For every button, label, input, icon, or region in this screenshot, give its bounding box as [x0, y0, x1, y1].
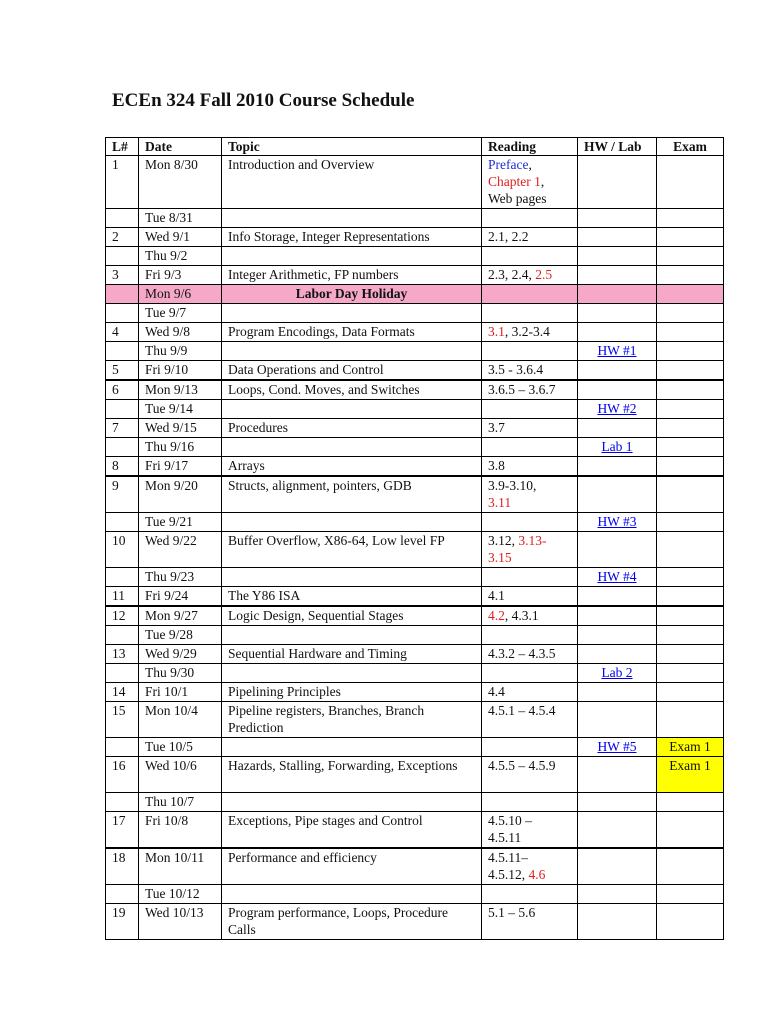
- schedule-row: [106, 438, 724, 457]
- schedule-row: [106, 156, 724, 209]
- exam-cell: [657, 848, 724, 885]
- reading-cell: [482, 156, 578, 209]
- lecture-number-cell: [106, 738, 139, 757]
- reading-text: 2.1, 2.2: [488, 229, 529, 244]
- schedule-row: [106, 606, 724, 626]
- schedule-row: [106, 304, 724, 323]
- header-exam: Exam: [657, 138, 724, 156]
- schedule-row: [106, 209, 724, 228]
- topic-cell: [222, 513, 482, 532]
- hw-lab-link[interactable]: Lab 1: [601, 439, 633, 454]
- lecture-number-cell: 1: [106, 156, 139, 209]
- lecture-number-cell: 6: [106, 380, 139, 400]
- exam-cell: [657, 438, 724, 457]
- exam-cell: [657, 419, 724, 438]
- exam-cell: [657, 606, 724, 626]
- exam-cell: [657, 285, 724, 304]
- hw-lab-cell: [578, 532, 657, 568]
- reading-cell: [482, 645, 578, 664]
- topic-cell: Program performance, Loops, Procedure Calls: [222, 904, 482, 940]
- topic-cell: Labor Day Holiday: [222, 285, 482, 304]
- date-cell: Tue 10/12: [139, 885, 222, 904]
- hw-lab-link[interactable]: HW #2: [597, 401, 637, 416]
- hw-lab-cell: [578, 156, 657, 209]
- lecture-number-cell: [106, 304, 139, 323]
- lecture-number-cell: 13: [106, 645, 139, 664]
- reading-text: 3.9-3.10,: [488, 478, 537, 493]
- reading-text: 2.3, 2.4,: [488, 267, 536, 282]
- lecture-number-cell: [106, 438, 139, 457]
- hw-lab-cell: [578, 757, 657, 793]
- exam-cell: [657, 793, 724, 812]
- lecture-number-cell: 10: [106, 532, 139, 568]
- hw-lab-cell: [578, 476, 657, 513]
- date-cell: Tue 9/21: [139, 513, 222, 532]
- hw-lab-cell: [578, 702, 657, 738]
- reading-cell: [482, 885, 578, 904]
- date-cell: Tue 9/14: [139, 400, 222, 419]
- schedule-body: [106, 156, 724, 940]
- schedule-row: [106, 587, 724, 607]
- topic-cell: Hazards, Stalling, Forwarding, Exceptions: [222, 757, 482, 793]
- reading-text: ,: [540, 174, 545, 189]
- date-cell: Mon 8/30: [139, 156, 222, 209]
- reading-cell: [482, 793, 578, 812]
- hw-lab-cell: [578, 626, 657, 645]
- schedule-row: [106, 848, 724, 885]
- header-topic: Topic: [222, 138, 482, 156]
- lecture-number-cell: 11: [106, 587, 139, 607]
- exam-cell: [657, 323, 724, 342]
- exam-cell: [657, 904, 724, 940]
- topic-cell: Pipeline registers, Branches, Branch Prediction: [222, 702, 482, 738]
- topic-cell: Pipelining Principles: [222, 683, 482, 702]
- date-cell: Mon 9/20: [139, 476, 222, 513]
- holiday-row: [106, 285, 724, 304]
- exam-cell: [657, 342, 724, 361]
- date-cell: Thu 9/30: [139, 664, 222, 683]
- exam-cell: [657, 476, 724, 513]
- reading-cell: [482, 285, 578, 304]
- exam-cell: [657, 361, 724, 381]
- reading-text: Preface: [488, 157, 529, 172]
- topic-cell: [222, 247, 482, 266]
- reading-text: 3.6.5 – 3.6.7: [488, 382, 556, 397]
- hw-lab-cell: [578, 848, 657, 885]
- date-cell: Fri 9/3: [139, 266, 222, 285]
- reading-cell: [482, 380, 578, 400]
- hw-lab-cell: [578, 266, 657, 285]
- reading-cell: [482, 342, 578, 361]
- reading-text: ,: [528, 157, 532, 172]
- reading-cell: [482, 419, 578, 438]
- hw-lab-cell: [578, 812, 657, 849]
- topic-cell: Introduction and Overview: [222, 156, 482, 209]
- reading-text: 4.5.12,: [488, 867, 529, 882]
- reading-cell: [482, 904, 578, 940]
- exam-cell: Exam 1: [657, 757, 724, 793]
- date-cell: Fri 9/24: [139, 587, 222, 607]
- schedule-row: [106, 266, 724, 285]
- schedule-row: [106, 738, 724, 757]
- reading-cell: [482, 812, 578, 849]
- hw-lab-cell: [578, 323, 657, 342]
- topic-cell: [222, 738, 482, 757]
- lecture-number-cell: 3: [106, 266, 139, 285]
- topic-cell: Program Encodings, Data Formats: [222, 323, 482, 342]
- exam-cell: [657, 400, 724, 419]
- date-cell: Tue 8/31: [139, 209, 222, 228]
- lecture-number-cell: [106, 664, 139, 683]
- date-cell: Mon 10/4: [139, 702, 222, 738]
- lecture-number-cell: [106, 285, 139, 304]
- exam-cell: [657, 568, 724, 587]
- reading-cell: [482, 606, 578, 626]
- topic-cell: Data Operations and Control: [222, 361, 482, 381]
- topic-cell: Arrays: [222, 457, 482, 477]
- topic-cell: Loops, Cond. Moves, and Switches: [222, 380, 482, 400]
- reading-text: 3.12,: [488, 533, 519, 548]
- reading-cell: [482, 738, 578, 757]
- topic-cell: [222, 400, 482, 419]
- reading-text: 5.1 – 5.6: [488, 905, 536, 920]
- schedule-row: [106, 228, 724, 247]
- hw-lab-link[interactable]: HW #5: [597, 739, 637, 754]
- hw-lab-cell: [578, 587, 657, 607]
- lecture-number-cell: 4: [106, 323, 139, 342]
- lecture-number-cell: 12: [106, 606, 139, 626]
- hw-lab-cell: [578, 606, 657, 626]
- page-title: ECEn 324 Fall 2010 Course Schedule: [112, 90, 415, 111]
- date-cell: Wed 9/22: [139, 532, 222, 568]
- lecture-number-cell: [106, 342, 139, 361]
- exam-cell: [657, 266, 724, 285]
- topic-cell: The Y86 ISA: [222, 587, 482, 607]
- reading-text: Web pages: [488, 191, 547, 206]
- reading-cell: [482, 532, 578, 568]
- topic-cell: [222, 626, 482, 645]
- topic-cell: Procedures: [222, 419, 482, 438]
- reading-text: 3.15: [488, 550, 512, 565]
- topic-cell: Sequential Hardware and Timing: [222, 645, 482, 664]
- exam-cell: [657, 247, 724, 266]
- exam-cell: [657, 587, 724, 607]
- reading-text: 3.1: [488, 324, 505, 339]
- reading-cell: [482, 626, 578, 645]
- hw-lab-cell: [578, 304, 657, 323]
- reading-text: 4.5.11–: [488, 850, 528, 865]
- reading-text: 4.5.1 – 4.5.4: [488, 703, 556, 718]
- schedule-row: [106, 361, 724, 381]
- lecture-number-cell: 18: [106, 848, 139, 885]
- reading-text: 3.5 - 3.6.4: [488, 362, 544, 377]
- date-cell: Thu 10/7: [139, 793, 222, 812]
- date-cell: Wed 9/8: [139, 323, 222, 342]
- exam-cell: [657, 209, 724, 228]
- topic-cell: Structs, alignment, pointers, GDB: [222, 476, 482, 513]
- reading-cell: [482, 757, 578, 793]
- exam-cell: [657, 304, 724, 323]
- reading-cell: [482, 476, 578, 513]
- hw-lab-cell: [578, 285, 657, 304]
- hw-lab-cell: [578, 419, 657, 438]
- hw-lab-cell: [578, 645, 657, 664]
- lecture-number-cell: 9: [106, 476, 139, 513]
- schedule-row: [106, 885, 724, 904]
- exam-cell: [657, 532, 724, 568]
- schedule-row: [106, 664, 724, 683]
- lecture-number-cell: 2: [106, 228, 139, 247]
- schedule-row: [106, 793, 724, 812]
- topic-cell: Info Storage, Integer Representations: [222, 228, 482, 247]
- hw-lab-link[interactable]: Lab 2: [601, 665, 633, 680]
- exam-cell: [657, 702, 724, 738]
- schedule-row: [106, 342, 724, 361]
- date-cell: Wed 10/13: [139, 904, 222, 940]
- lecture-number-cell: [106, 885, 139, 904]
- reading-text: 4.6: [528, 867, 546, 882]
- exam-cell: [657, 885, 724, 904]
- reading-cell: [482, 457, 578, 477]
- reading-cell: [482, 266, 578, 285]
- topic-cell: [222, 793, 482, 812]
- reading-text: 4.5.5 – 4.5.9: [488, 758, 556, 773]
- topic-cell: [222, 342, 482, 361]
- schedule-row: [106, 904, 724, 940]
- hw-lab-cell: [578, 361, 657, 381]
- schedule-row: [106, 419, 724, 438]
- schedule-row: [106, 476, 724, 513]
- date-cell: Fri 9/10: [139, 361, 222, 381]
- topic-cell: Logic Design, Sequential Stages: [222, 606, 482, 626]
- topic-cell: Integer Arithmetic, FP numbers: [222, 266, 482, 285]
- reading-text: 4.3.2 – 4.3.5: [488, 646, 556, 661]
- date-cell: Fri 10/1: [139, 683, 222, 702]
- exam-cell: [657, 626, 724, 645]
- reading-text: 4.2: [488, 608, 505, 623]
- schedule-row: [106, 812, 724, 849]
- date-cell: Wed 9/29: [139, 645, 222, 664]
- hw-lab-cell: [578, 380, 657, 400]
- lecture-number-cell: 16: [106, 757, 139, 793]
- date-cell: Tue 9/28: [139, 626, 222, 645]
- lecture-number-cell: 19: [106, 904, 139, 940]
- lecture-number-cell: [106, 209, 139, 228]
- date-cell: Fri 10/8: [139, 812, 222, 849]
- exam-cell: [657, 380, 724, 400]
- exam-cell: [657, 513, 724, 532]
- reading-text: 2.5: [535, 267, 553, 282]
- date-cell: Mon 9/13: [139, 380, 222, 400]
- date-cell: Wed 10/6: [139, 757, 222, 793]
- reading-text: 4.5.10 –: [488, 813, 532, 828]
- reading-cell: [482, 438, 578, 457]
- date-cell: Thu 9/16: [139, 438, 222, 457]
- reading-text: 3.11: [488, 495, 512, 510]
- topic-cell: [222, 438, 482, 457]
- date-cell: Mon 9/27: [139, 606, 222, 626]
- header-reading: Reading: [482, 138, 578, 156]
- reading-text: 3.13-: [518, 533, 547, 548]
- schedule-row: [106, 757, 724, 793]
- header-lecture-number: L#: [106, 138, 139, 156]
- date-cell: Fri 9/17: [139, 457, 222, 477]
- schedule-row: [106, 323, 724, 342]
- lecture-number-cell: [106, 513, 139, 532]
- reading-text: 4.4: [488, 684, 505, 699]
- exam-cell: [657, 228, 724, 247]
- schedule-row: [106, 513, 724, 532]
- hw-lab-link[interactable]: HW #3: [597, 514, 637, 529]
- course-schedule-table: [105, 137, 724, 940]
- hw-lab-cell: [578, 885, 657, 904]
- lecture-number-cell: 17: [106, 812, 139, 849]
- exam-cell: [657, 812, 724, 849]
- date-cell: Mon 9/6: [139, 285, 222, 304]
- lecture-number-cell: 8: [106, 457, 139, 477]
- topic-cell: [222, 209, 482, 228]
- reading-cell: [482, 304, 578, 323]
- reading-cell: [482, 587, 578, 607]
- date-cell: Mon 10/11: [139, 848, 222, 885]
- reading-text: 3.7: [488, 420, 505, 435]
- schedule-row: [106, 532, 724, 568]
- reading-text: Chapter 1: [488, 174, 541, 189]
- lecture-number-cell: [106, 626, 139, 645]
- topic-cell: [222, 664, 482, 683]
- hw-lab-link[interactable]: HW #1: [597, 343, 637, 358]
- reading-text: 3.8: [488, 458, 505, 473]
- date-cell: Thu 9/9: [139, 342, 222, 361]
- schedule-row: [106, 568, 724, 587]
- date-cell: Wed 9/1: [139, 228, 222, 247]
- reading-text: , 4.3.1: [504, 608, 539, 623]
- schedule-row: [106, 645, 724, 664]
- exam-cell: [657, 457, 724, 477]
- hw-lab-cell: [578, 247, 657, 266]
- schedule-row: [106, 380, 724, 400]
- reading-cell: [482, 228, 578, 247]
- exam-cell: [657, 156, 724, 209]
- reading-cell: [482, 361, 578, 381]
- reading-cell: [482, 323, 578, 342]
- schedule-row: [106, 626, 724, 645]
- header-row: [106, 138, 724, 156]
- hw-lab-cell: [578, 400, 657, 419]
- date-cell: Tue 9/7: [139, 304, 222, 323]
- schedule-row: [106, 400, 724, 419]
- date-cell: Tue 10/5: [139, 738, 222, 757]
- reading-text: , 3.2-3.4: [504, 324, 550, 339]
- schedule-row: [106, 457, 724, 477]
- hw-lab-cell: [578, 457, 657, 477]
- topic-cell: Exceptions, Pipe stages and Control: [222, 812, 482, 849]
- reading-text: 4.1: [488, 588, 505, 603]
- hw-lab-cell: [578, 664, 657, 683]
- date-cell: Wed 9/15: [139, 419, 222, 438]
- topic-cell: Performance and efficiency: [222, 848, 482, 885]
- exam-cell: [657, 645, 724, 664]
- lecture-number-cell: 5: [106, 361, 139, 381]
- exam-cell: [657, 683, 724, 702]
- hw-lab-cell: [578, 342, 657, 361]
- hw-lab-cell: [578, 209, 657, 228]
- hw-lab-cell: [578, 568, 657, 587]
- hw-lab-cell: [578, 793, 657, 812]
- schedule-row: [106, 702, 724, 738]
- hw-lab-cell: [578, 513, 657, 532]
- reading-cell: [482, 209, 578, 228]
- hw-lab-link[interactable]: HW #4: [597, 569, 637, 584]
- hw-lab-cell: [578, 438, 657, 457]
- reading-cell: [482, 513, 578, 532]
- topic-cell: Buffer Overflow, X86-64, Low level FP: [222, 532, 482, 568]
- reading-cell: [482, 400, 578, 419]
- header-date: Date: [139, 138, 222, 156]
- lecture-number-cell: [106, 568, 139, 587]
- topic-cell: [222, 568, 482, 587]
- lecture-number-cell: [106, 247, 139, 266]
- header-hw-lab: HW / Lab: [578, 138, 657, 156]
- hw-lab-cell: [578, 904, 657, 940]
- lecture-number-cell: 7: [106, 419, 139, 438]
- lecture-number-cell: [106, 793, 139, 812]
- reading-cell: [482, 664, 578, 683]
- date-cell: Thu 9/23: [139, 568, 222, 587]
- reading-cell: [482, 702, 578, 738]
- topic-cell: [222, 304, 482, 323]
- topic-cell: [222, 885, 482, 904]
- lecture-number-cell: 15: [106, 702, 139, 738]
- hw-lab-cell: [578, 683, 657, 702]
- schedule-row: [106, 247, 724, 266]
- reading-cell: [482, 568, 578, 587]
- schedule-row: [106, 683, 724, 702]
- reading-text: 4.5.11: [488, 830, 522, 845]
- reading-cell: [482, 683, 578, 702]
- hw-lab-cell: [578, 738, 657, 757]
- reading-cell: [482, 848, 578, 885]
- date-cell: Thu 9/2: [139, 247, 222, 266]
- exam-cell: Exam 1: [657, 738, 724, 757]
- lecture-number-cell: [106, 400, 139, 419]
- lecture-number-cell: 14: [106, 683, 139, 702]
- reading-cell: [482, 247, 578, 266]
- hw-lab-cell: [578, 228, 657, 247]
- exam-cell: [657, 664, 724, 683]
